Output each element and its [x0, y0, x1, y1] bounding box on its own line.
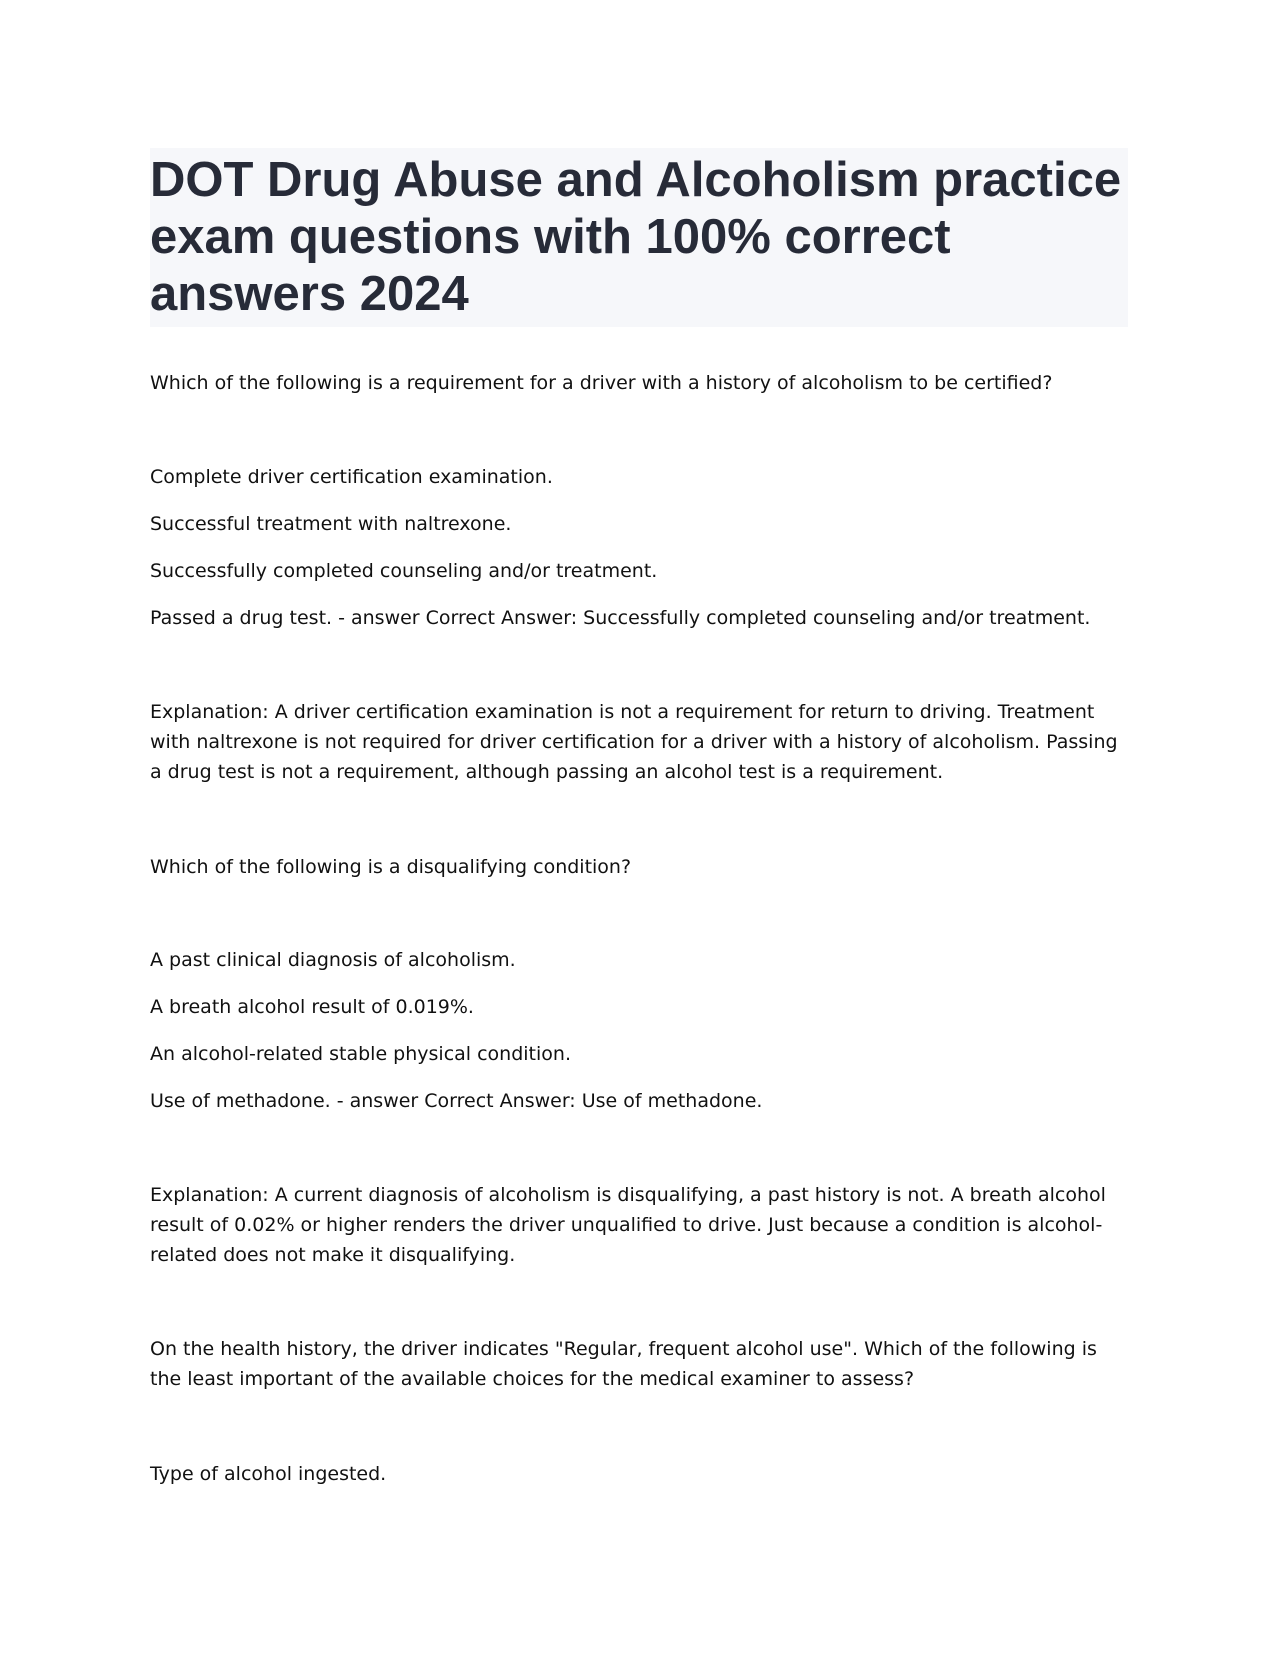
question-1-option-2: Successful treatment with naltrexone.: [150, 513, 512, 535]
question-2-explanation: Explanation: A current diagnosis of alcoholism is disqualifying, a past history is not. A breath alcohol result of 0.02% or higher renders the driver unqualified to drive. Just because a condition is alcohol-related does not make it disqualifying.: [150, 1184, 1106, 1266]
question-2-option-2: A breath alcohol result of 0.019%.: [150, 996, 474, 1018]
question-1-option-4-with-answer: Passed a drug test. - answer Correct Answer: Successfully completed counseling and/or treatment.: [150, 607, 1091, 629]
question-3: On the health history, the driver indicates "Regular, frequent alcohol use". Which of the following is the least important of the available choices for the medical examiner to assess?: [150, 1338, 1097, 1390]
question-2-option-1: A past clinical diagnosis of alcoholism.: [150, 949, 516, 971]
question-2: Which of the following is a disqualifying condition?: [150, 856, 632, 878]
question-1-option-3: Successfully completed counseling and/or treatment.: [150, 560, 658, 582]
question-2-option-3: An alcohol-related stable physical condition.: [150, 1043, 571, 1065]
question-1-option-1: Complete driver certification examination.: [150, 466, 553, 488]
question-3-option-1: Type of alcohol ingested.: [150, 1463, 387, 1485]
question-1-explanation: Explanation: A driver certification examination is not a requirement for return to driving. Treatment with naltrexone is not required for driver certification for a driver with a history of alcoholism. Passing a drug test is not a requirement, although passing an alcohol test is a requirement.: [150, 701, 1118, 783]
document-page: [150, 148, 1128, 1485]
title-block: [150, 148, 1128, 327]
question-1: Which of the following is a requirement for a driver with a history of alcoholism to be certified?: [150, 372, 1053, 394]
question-2-option-4-with-answer: Use of methadone. - answer Correct Answer: Use of methadone.: [150, 1090, 763, 1112]
document-title: DOT Drug Abuse and Alcoholism practice exam questions with 100% correct answers 2024: [150, 153, 1122, 321]
